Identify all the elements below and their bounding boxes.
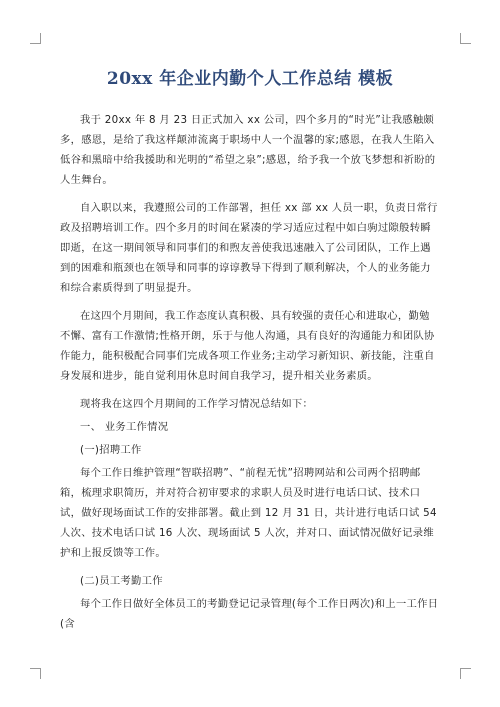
document-title: 20xx 年企业内勤个人工作总结 模板	[106, 69, 394, 89]
paragraph-role: 自入职以来，我遵照公司的工作部署，担任 xx 部 xx 人员一职，负责日常行政及招聘培训工作。四个多月的时间在紧凑的学习适应过程中如白驹过隙般转瞬即逝，在这一期间领导和同事们的和煦友善使我迅速融入了公司团队，工作上遇到的困难和瓶颈也在领导和同事的谆谆教导下得到了顺利解决，个人的业务能力和综合素质得到了明显提升。	[60, 202, 438, 294]
paragraph-recruitment: 每个工作日维护管理“智联招聘”、“前程无忧”招聘网站和公司两个招聘邮箱，梳理求职简历，并对符合初审要求的求职人员及时进行电话口试、技术口试，做好现场面试工作的安排部署。截止到 12 月 31 日，共计进行电话口试 54 人次、技术电话口试 16 人次、现场面试 5 人次，并对口、面试情况做好记录维护和上报反馈等工作。	[60, 467, 437, 559]
paragraph-summary-lead: 现将我在这四个月期间的工作学习情况总结如下：	[80, 398, 314, 410]
crop-mark-top-right	[460, 33, 471, 44]
document-body	[60, 110, 440, 642]
subsection-heading-attendance: (二)员工考勤工作	[80, 575, 163, 587]
paragraph-attitude: 在这四个月期间，我工作态度认真积极、具有较强的责任心和进取心，勤勉不懈、富有工作激情;性格开朗，乐于与他人沟通，具有良好的沟通能力和团队协作能力，能积极配合同事们完成各项工作业务;主动学习新知识、新技能，注重自身发展和进步，能自觉利用休息时间自我学习，提升相关业务素质。	[60, 310, 435, 382]
paragraph-intro: 我于 20xx 年 8 月 23 日正式加入 xx 公司，四个多月的“时光”让我感触颇多，感恩，是给了我这样颠沛流离于职场中人一个温馨的家;感恩，在我人生陷入低谷和黑暗中给我援助和光明的“希望之泉”;感恩，给予我一个放飞梦想和祈盼的人生舞台。	[60, 114, 436, 186]
crop-mark-top-left	[30, 33, 41, 44]
crop-mark-bottom-left	[30, 668, 41, 679]
crop-mark-bottom-right	[460, 668, 471, 679]
subsection-heading-recruitment: (一)招聘工作	[80, 444, 142, 456]
paragraph-attendance: 每个工作日做好全体员工的考勤登记记录管理(每个工作日两次)和上一工作日(含	[60, 598, 439, 630]
section-heading-business: 一、 业务工作情况	[80, 421, 169, 433]
